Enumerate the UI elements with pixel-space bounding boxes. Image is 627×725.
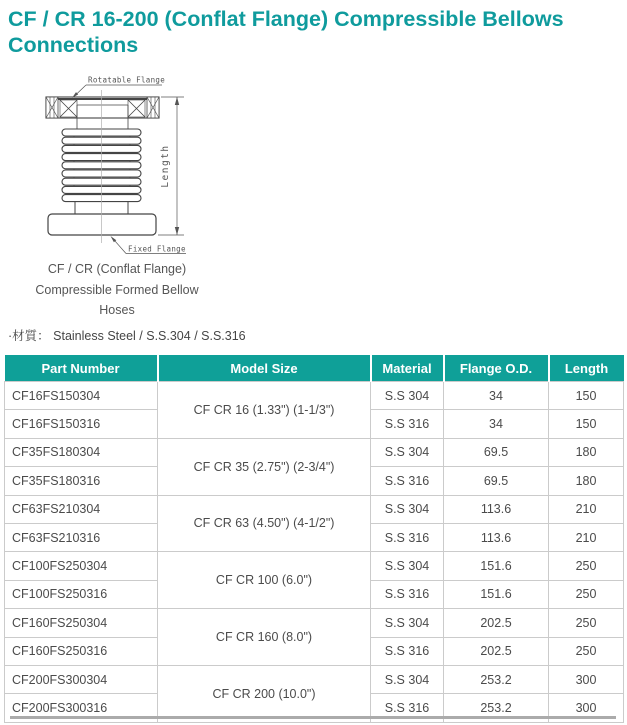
material-cell: S.S 316 — [371, 523, 444, 551]
flange-od-cell: 202.5 — [444, 609, 549, 637]
spec-table-body — [5, 382, 624, 723]
caption-line-2: Compressible Formed Bellow — [35, 282, 199, 297]
part-number-cell: CF160FS250304 — [5, 609, 158, 637]
length-cell: 250 — [549, 637, 624, 665]
header-length: Length — [549, 355, 624, 382]
part-number-cell: CF63FS210304 — [5, 495, 158, 523]
rotatable-flange-callout — [72, 85, 162, 98]
spec-table — [4, 355, 624, 723]
table-row — [5, 665, 624, 693]
part-number-cell: CF35FS180316 — [5, 467, 158, 495]
length-cell: 250 — [549, 609, 624, 637]
flange-od-cell: 253.2 — [444, 694, 549, 722]
part-number-cell: CF16FS150316 — [5, 410, 158, 438]
length-cell: 300 — [549, 694, 624, 722]
model-size-cell: CF CR 100 (6.0") — [158, 552, 371, 609]
flange-od-cell: 113.6 — [444, 495, 549, 523]
part-number-cell: CF35FS180304 — [5, 438, 158, 466]
part-number-cell: CF200FS300316 — [5, 694, 158, 722]
length-cell: 210 — [549, 523, 624, 551]
model-size-cell: CF CR 16 (1.33") (1-1/3") — [158, 382, 371, 439]
length-cell: 250 — [549, 580, 624, 608]
table-row — [5, 609, 624, 637]
material-cell: S.S 304 — [371, 665, 444, 693]
length-cell: 150 — [549, 382, 624, 410]
material-note: ·材質： Stainless Steel / S.S.304 / S.S.316 — [8, 329, 246, 343]
spec-table-header — [5, 355, 624, 382]
material-cell: S.S 304 — [371, 552, 444, 580]
model-size-cell: CF CR 63 (4.50") (4-1/2") — [158, 495, 371, 552]
part-number-cell: CF200FS300304 — [5, 665, 158, 693]
header-row — [5, 355, 624, 382]
length-cell: 150 — [549, 410, 624, 438]
part-number-cell: CF160FS250316 — [5, 637, 158, 665]
rotatable-flange-label: Rotatable Flange — [88, 75, 166, 85]
fixed-flange-shape — [48, 214, 156, 235]
caption-line-3: Hoses — [99, 303, 135, 317]
caption-line-1: CF / CR (Conflat Flange) — [47, 262, 187, 276]
flange-od-cell: 253.2 — [444, 665, 549, 693]
header-flange-od: Flange O.D. — [444, 355, 549, 382]
header-model-size: Model Size — [158, 355, 371, 382]
rotatable-flange-shape — [46, 97, 159, 129]
table-row — [5, 495, 624, 523]
length-cell: 180 — [549, 467, 624, 495]
material-cell: S.S 304 — [371, 382, 444, 410]
part-number-cell: CF100FS250316 — [5, 580, 158, 608]
page-title: CF / CR 16-200 (Conflat Flange) Compressible Bellows Connections — [8, 7, 564, 57]
length-cell: 250 — [549, 552, 624, 580]
diagram-caption — [28, 259, 206, 321]
flange-od-cell: 202.5 — [444, 637, 549, 665]
material-cell: S.S 316 — [371, 580, 444, 608]
material-cell: S.S 304 — [371, 609, 444, 637]
material-cell: S.S 304 — [371, 495, 444, 523]
header-part-number: Part Number — [5, 355, 158, 382]
length-cell: 210 — [549, 495, 624, 523]
table-bottom-rule — [10, 716, 616, 719]
flange-od-cell: 69.5 — [444, 467, 549, 495]
model-size-cell: CF CR 35 (2.75") (2-3/4") — [158, 438, 371, 495]
bellows-technical-drawing — [0, 0, 627, 260]
material-cell: S.S 304 — [371, 438, 444, 466]
fixed-flange-label: Fixed Flange — [128, 244, 186, 254]
table-row — [5, 438, 624, 466]
flange-od-cell: 34 — [444, 410, 549, 438]
length-cell: 300 — [549, 665, 624, 693]
flange-od-cell: 151.6 — [444, 552, 549, 580]
material-cell: S.S 316 — [371, 467, 444, 495]
material-cell: S.S 316 — [371, 410, 444, 438]
material-cell: S.S 316 — [371, 637, 444, 665]
flange-od-cell: 113.6 — [444, 523, 549, 551]
part-number-cell: CF16FS150304 — [5, 382, 158, 410]
material-cell: S.S 316 — [371, 694, 444, 722]
header-material: Material — [371, 355, 444, 382]
part-number-cell: CF63FS210316 — [5, 523, 158, 551]
length-cell: 180 — [549, 438, 624, 466]
flange-od-cell: 34 — [444, 382, 549, 410]
length-dimension-label: Length — [160, 144, 171, 188]
flange-od-cell: 69.5 — [444, 438, 549, 466]
model-size-cell: CF CR 200 (10.0") — [158, 665, 371, 722]
model-size-cell: CF CR 160 (8.0") — [158, 609, 371, 666]
table-row — [5, 382, 624, 410]
table-row — [5, 552, 624, 580]
part-number-cell: CF100FS250304 — [5, 552, 158, 580]
flange-od-cell: 151.6 — [444, 580, 549, 608]
